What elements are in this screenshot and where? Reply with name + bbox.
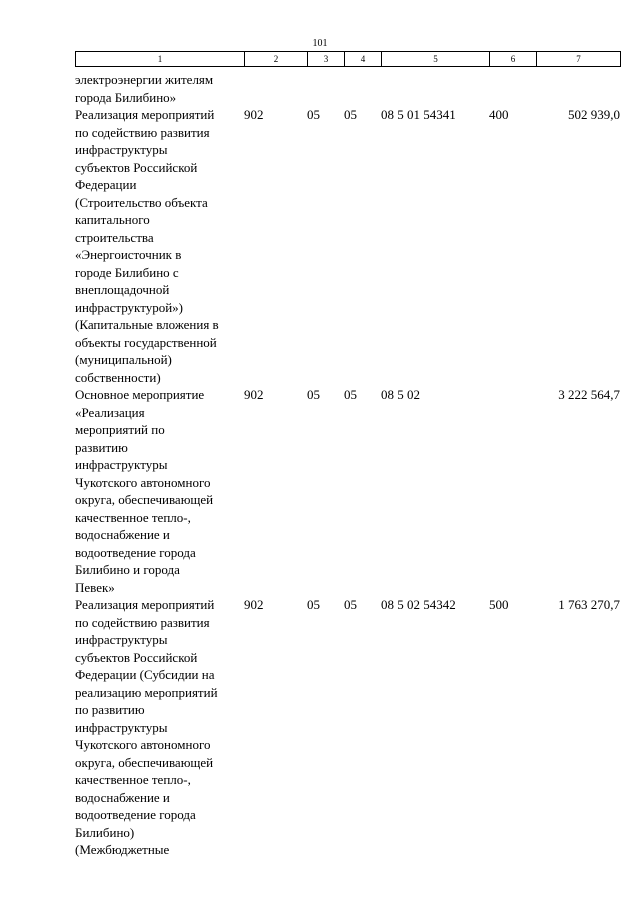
header-col-6: 6: [490, 52, 537, 67]
description-line: (Капитальные вложения в: [75, 317, 219, 332]
description-line: Реализация мероприятий: [75, 107, 215, 122]
amount-cell: 502 939,0: [568, 107, 620, 122]
section-code-cell: 05: [307, 597, 320, 612]
description-line: инфраструктурой»): [75, 299, 183, 315]
table-row: [75, 386, 620, 596]
ministry-code-cell: 902: [244, 387, 264, 402]
row-description: [75, 386, 247, 596]
description-line: по содействию развития: [75, 124, 210, 140]
description-line: по содействию развития: [75, 614, 210, 630]
header-col-1: 1: [76, 52, 245, 67]
description-line: качественное тепло-,: [75, 772, 191, 787]
table-row: [75, 71, 620, 106]
target-article-cell: 08 5 01 54341: [381, 107, 456, 122]
section-code-cell: 05: [307, 387, 320, 402]
table-row: [75, 106, 620, 386]
page-number: 101: [312, 38, 328, 49]
description-line: Федерации (Субсидии на: [75, 667, 215, 682]
description-line: электроэнергии жителям: [75, 72, 214, 87]
description-line: объекты государственной: [75, 334, 217, 350]
header-row: [76, 52, 621, 67]
description-line: развитию: [75, 439, 128, 455]
amount-cell: 1 763 270,7: [558, 597, 620, 612]
description-line: Основное мероприятие: [75, 387, 205, 402]
description-line: округа, обеспечивающей: [75, 754, 214, 770]
description-line: субъектов Российской: [75, 649, 198, 665]
section-code-cell: 05: [307, 107, 320, 122]
row-description: [75, 596, 247, 859]
description-line: мероприятий по: [75, 422, 165, 437]
expense-type-cell: 400: [489, 107, 509, 122]
description-line: (муниципальной): [75, 352, 172, 367]
description-line: «Реализация: [75, 404, 145, 420]
subsection-code-cell: 05: [344, 107, 357, 122]
row-description: [75, 106, 247, 386]
description-line: Певек»: [75, 579, 115, 595]
column-number-header: [75, 51, 621, 67]
description-line: капитального: [75, 212, 150, 227]
description-line: инфраструктуры: [75, 457, 168, 472]
budget-table-body: [75, 71, 620, 859]
header-col-5: 5: [382, 52, 490, 67]
ministry-code-cell: 902: [244, 107, 264, 122]
expense-type-cell: 500: [489, 597, 509, 612]
description-line: Чукотского автономного: [75, 474, 211, 490]
target-article-cell: 08 5 02: [381, 387, 420, 402]
ministry-code-cell: 902: [244, 597, 264, 612]
description-line: Реализация мероприятий: [75, 597, 215, 612]
subsection-code-cell: 05: [344, 597, 357, 612]
description-line: Федерации: [75, 177, 137, 192]
description-line: субъектов Российской: [75, 159, 198, 175]
description-line: города Билибино»: [75, 89, 177, 105]
description-line: качественное тепло-,: [75, 509, 191, 525]
header-col-3: 3: [308, 52, 345, 67]
description-line: Билибино и города: [75, 562, 180, 577]
description-line: водоснабжение и: [75, 789, 170, 805]
description-line: инфраструктуры: [75, 719, 168, 735]
description-line: инфраструктуры: [75, 632, 168, 647]
description-line: инфраструктуры: [75, 142, 168, 157]
row-description: [75, 71, 247, 106]
table-row: [75, 596, 620, 859]
description-line: водоотведение города: [75, 544, 196, 560]
description-line: реализацию мероприятий: [75, 684, 218, 700]
header-col-7: 7: [537, 52, 621, 67]
description-line: Чукотского автономного: [75, 737, 211, 752]
description-line: округа, обеспечивающей: [75, 492, 214, 507]
amount-cell: 3 222 564,7: [558, 387, 620, 402]
header-col-4: 4: [345, 52, 382, 67]
description-line: собственности): [75, 369, 161, 385]
description-line: строительства: [75, 229, 154, 245]
description-line: (Межбюджетные: [75, 842, 170, 857]
description-line: городе Билибино с: [75, 264, 179, 280]
header-col-2: 2: [245, 52, 308, 67]
description-line: по развитию: [75, 702, 145, 717]
description-line: (Строительство объекта: [75, 194, 208, 210]
description-line: водоотведение города: [75, 807, 196, 822]
subsection-code-cell: 05: [344, 387, 357, 402]
description-line: водоснабжение и: [75, 527, 170, 542]
description-line: Билибино): [75, 824, 135, 840]
target-article-cell: 08 5 02 54342: [381, 597, 456, 612]
description-line: «Энергоисточник в: [75, 247, 182, 262]
description-line: внеплощадочной: [75, 282, 170, 297]
